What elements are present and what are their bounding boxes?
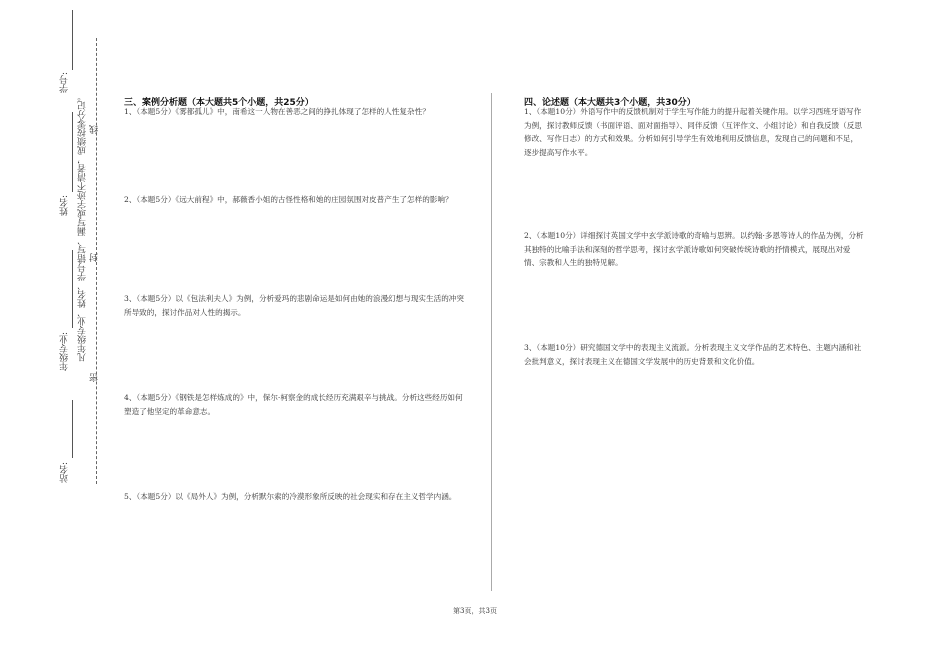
section-3-question-5: 5、（本题5分）以《局外人》为例，分析默尔索的冷漠形象所反映的社会现实和存在主义哲学内涵。: [124, 492, 457, 501]
grading-notice: 凡年级专业、姓名、学号错写、漏写或字迹不清者，成绩按零分记。: [78, 92, 88, 362]
seal-mark-xian: 线: [90, 125, 100, 134]
major-underline: [72, 250, 73, 328]
school-label: 站名:: [60, 462, 70, 484]
section-3-question-1: 1、（本题5分）《雾都孤儿》中，南希这一人物在善恶之间的挣扎体现了怎样的人性复杂性？: [124, 107, 430, 116]
major-label: 年级专业:: [60, 332, 70, 372]
binding-strip: [0, 0, 110, 672]
section-3-title: 三、案例分析题（本大题共5个小题，共25分）: [124, 98, 314, 108]
seal-mark-feng: 封: [90, 253, 100, 262]
section-3-question-4: 4、（本题5分）《钢铁是怎样炼成的》中，保尔·柯察金的成长经历充满艰辛与挑战。分析这些经历如何塑造了他坚定的革命意志。: [124, 393, 463, 416]
student-id-underline: [72, 10, 73, 70]
section-4-question-3: 3、（本题10分）研究德国文学中的表现主义流派。分析表现主义文学作品的艺术特色、主题内涵和社会批判意义，探讨表现主义在德国文学发展中的历史背景和文化价值。: [524, 343, 862, 366]
seal-mark-mi: 密: [90, 373, 100, 382]
school-underline: [72, 400, 73, 458]
cut-line: [96, 38, 97, 484]
name-label: 姓名:: [60, 195, 70, 217]
page-footer: 第3页，共3页: [453, 607, 497, 615]
section-4-question-2: 2、（本题10分）详细探讨英国文学中玄学派诗歌的奇喻与思辨。以约翰·多恩等诗人的作品为例，分析其独特的比喻手法和深刻的哲学思考，探讨玄学派诗歌如何突破传统诗歌的抒情模式，展现出对爱情、宗教和人生的独特见解。: [524, 231, 864, 267]
section-3-question-2: 2、（本题5分）《远大前程》中，郝薇香小姐的古怪性格和她的庄园氛围对皮普产生了怎样的影响？: [124, 195, 453, 204]
column-separator: [491, 93, 492, 591]
student-id-label: 学号:: [60, 72, 70, 94]
section-4-title: 四、论述题（本大题共3个小题，共30分）: [524, 98, 696, 108]
section-3-question-3: 3、（本题5分）以《包法利夫人》为例，分析爱玛的悲剧命运是如何由她的浪漫幻想与现实生活的冲突所导致的，探讨作品对人性的揭示。: [124, 294, 464, 317]
section-4-question-1: 1、（本题10分）外语写作中的反馈机制对于学生写作能力的提升起着关键作用。以学习西班牙语写作为例，探讨教师反馈（书面评语、面对面指导）、同伴反馈（互评作文、小组讨论）和自我反馈（反思修改、写作日志）的方式和效果。分析如何引导学生有效地利用反馈信息，发现自己的问题和不足，逐步提高写作水平。: [524, 107, 862, 157]
name-underline: [72, 112, 73, 192]
